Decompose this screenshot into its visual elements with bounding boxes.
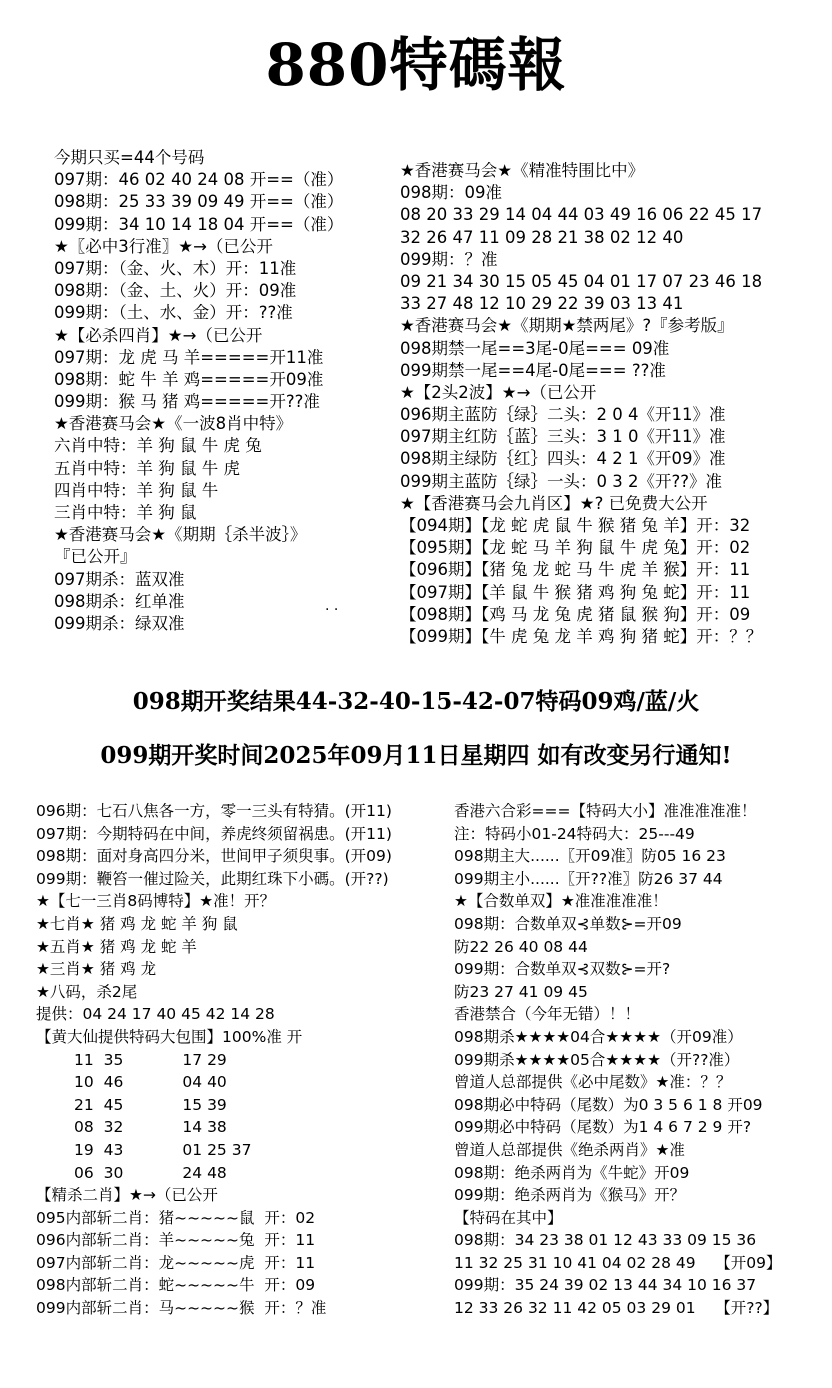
top-left-line: 五肖中特：羊 狗 鼠 牛 虎 [54,458,240,478]
bottom-right-column [454,800,782,1320]
bottom-left-line: 095内部斩二肖：猪~~~~~鼠 开：02 [36,1208,316,1227]
top-right-line: 32 26 47 11 09 28 21 38 02 12 40 [400,227,684,247]
top-right-line: ★香港赛马会★《期期★禁两尾》?『参考版』 [400,316,734,336]
bottom-right-line: 11 32 25 31 10 41 04 02 28 49 【开09】 [454,1253,782,1272]
bottom-right-line: 098期杀★★★★04合★★★★（开09准） [454,1027,743,1046]
bottom-right-line: ★【合数单双】★准准准准准！ [454,892,668,911]
top-left-line: ★【必杀四肖】★→（已公开 [54,325,263,345]
bottom-left-line: ★八码，杀2尾 [36,982,138,1001]
bottom-left-line: 11 35 17 29 [74,1050,227,1069]
top-right-line: 08 20 33 29 14 04 44 03 49 16 06 22 45 17 [400,205,763,225]
bottom-right-line: 099期：绝杀两肖为《猴马》开？ [454,1186,686,1205]
top-left-line: ★香港赛马会★《一波8肖中特》 [54,414,293,434]
bottom-right-line: 098期：绝杀两肖为《牛蛇》开09 [454,1163,690,1182]
bottom-left-line: ★三肖★ 猪 鸡 龙 [36,960,157,979]
bottom-right-line: 098期：34 23 38 01 12 43 33 09 15 36 [454,1231,757,1250]
bottom-right-line: 098期主大......〖开09准〗防05 16 23 [454,847,726,866]
bottom-right-line: 防23 27 41 09 45 [454,982,588,1001]
top-right-line: 【099期】【牛 虎 兔 龙 羊 鸡 狗 猪 蛇】开：？？ [400,626,763,646]
bottom-left-line: 【精杀二肖】★→（已公开 [36,1186,218,1205]
bottom-left-line: ★七肖★ 猪 鸡 龙 蛇 羊 狗 鼠 [36,914,238,933]
bottom-right-line: 098期必中特码（尾数）为0 3 5 6 1 8 开09 [454,1095,763,1114]
bottom-left-line: 098内部斩二肖：蛇~~~~~牛 开：09 [36,1276,316,1295]
bottom-right-line: 注：特码小01-24特码大：25---49 [454,824,695,843]
top-right-line: 09 21 34 30 15 05 45 04 01 17 07 23 46 18 [400,271,763,291]
top-left-line: 098期：25 33 39 09 49 开==（准） [54,192,344,212]
top-left-line: 099期：猴 马 猪 鸡=====开??准 [54,392,320,412]
top-left-line: 098期杀：红单准 [54,591,185,611]
bottom-right-line: 098期：合数单双⊰单数⊱=开09 [454,914,682,933]
bottom-right-line: 香港禁合（今年无错）！！ [454,1005,641,1024]
bottom-right-line: 香港六合彩===【特码大小】准准准准准！ [454,802,757,820]
top-right-line: 097期主红防｛蓝｝三头：3 1 0《开11》准 [400,427,726,447]
top-right-line: 【098期】【鸡 马 龙 兔 虎 猪 鼠 猴 狗】开：09 [400,604,751,624]
bottom-left-line: ★【七一三肖8码博特】★准！开？ [36,892,276,911]
bottom-right-line: 【特码在其中】 [454,1208,563,1227]
bottom-right-line: 曾道人总部提供《必中尾数》★准：？？ [454,1073,732,1092]
bottom-left-line: 提供：04 24 17 40 45 42 14 28 [36,1005,275,1024]
top-left-line: 『已公开』 [54,547,137,567]
top-right-line: ★【2头2波】★→（已公开 [400,382,597,402]
top-left-line: ★〖必中3行准〗★→（已公开 [54,236,273,256]
top-left-line: 今期只买=44个号码 [54,148,205,167]
result-banner: 098期开奖结果44-32-40-15-42-07特码09鸡/蓝/火 [132,688,700,715]
top-left-line: ★香港赛马会★《期期｛杀半波｝》 [54,525,307,545]
top-right-line: 096期主蓝防｛绿｝二头：2 0 4《开11》准 [400,405,726,425]
top-left-line: 四肖中特：羊 狗 鼠 牛 [54,480,219,500]
top-left-line: 097期：46 02 40 24 08 开==（准） [54,170,344,190]
top-right-line: 098期：09准 [400,183,502,203]
top-right-line: 【096期】【猪 兔 龙 蛇 马 牛 虎 羊 猴】开：11 [400,560,751,580]
top-right-line: 098期禁一尾==3尾-0尾=== 09准 [400,338,670,358]
bottom-left-line: 06 30 24 48 [74,1163,227,1182]
top-right-line: 099期：？准 [400,249,498,269]
top-left-line: 097期：龙 虎 马 羊=====开11准 [54,347,324,367]
top-left-line: 097期杀：蓝双准 [54,569,185,589]
bottom-left-line: 099期：鞭笞一催过险关，此期红珠下小碼。(开??) [36,869,389,888]
draw-time-banner: 099期开奖时间2025年09月11日星期四 如有改变另行通知! [100,742,732,769]
top-left-line: 099期杀：绿双准 [54,613,185,633]
top-right-line: 【097期】【羊 鼠 牛 猴 猪 鸡 狗 兔 蛇】开：11 [400,582,751,602]
bottom-left-line: 10 46 04 40 [74,1073,227,1092]
top-left-line: 098期：（金、土、火）开：09准 [54,281,297,301]
bottom-left-line: ★五肖★ 猪 鸡 龙 蛇 羊 [36,937,197,956]
bottom-left-line: 099内部斩二肖：马~~~~~猴 开：？准 [36,1299,327,1318]
bottom-left-line: 08 32 14 38 [74,1118,227,1137]
bottom-left-line: 097期：今期特码在中间，养虎终须留祸患。(开11) [36,824,392,843]
bottom-right-line: 099期：35 24 39 02 13 44 34 10 16 37 [454,1276,757,1295]
top-right-line: 33 27 48 12 10 29 22 39 03 13 41 [400,294,684,314]
page-title: 880特碼報 [265,31,567,99]
top-right-line: 099期主蓝防｛绿｝一头：0 3 2《开??》准 [400,471,722,491]
bottom-right-line: 099期杀★★★★05合★★★★（开??准） [454,1050,740,1069]
top-left-column [54,147,343,635]
top-left-line: 098期：蛇 牛 羊 鸡=====开09准 [54,369,324,389]
bottom-left-line: 21 45 15 39 [74,1095,227,1114]
bottom-left-line: 097内部斩二肖：龙~~~~~虎 开：11 [36,1253,316,1272]
bottom-right-line: 099期主小......〖开??准〗防26 37 44 [454,869,723,888]
bottom-left-line: 19 43 01 25 37 [74,1140,252,1159]
bottom-right-line: 防22 26 40 08 44 [454,937,588,956]
bottom-left-column [36,800,392,1320]
top-left-line: 六肖中特：羊 狗 鼠 牛 虎 兔 [54,436,262,456]
bottom-left-line: 【黄大仙提供特码大包围】100%准 开 [36,1027,303,1046]
top-right-line: ★香港赛马会★《精准特围比中》 [400,161,645,180]
bottom-right-line: 099期：合数单双⊰双数⊱=开? [454,960,671,979]
top-left-line: 097期：（金、火、木）开：11准 [54,258,297,278]
bottom-right-line: 099期必中特码（尾数）为1 4 6 7 2 9 开? [454,1118,752,1137]
top-left-line: 099期：（土、水、金）开：??准 [54,303,293,323]
top-right-column [400,160,762,648]
bottom-left-line: 096期：七石八焦各一方，零一三头有特猜。(开11) [36,802,392,820]
bottom-left-line: 098期：面对身高四分米，世间甲子须臾事。(开09) [36,847,392,866]
bottom-left-line: 096内部斩二肖：羊~~~~~兔 开：11 [36,1231,316,1250]
top-right-line: 【095期】【龙 蛇 马 羊 狗 鼠 牛 虎 兔】开：02 [400,538,751,558]
bottom-right-line: 曾道人总部提供《绝杀两肖》★准 [454,1140,685,1159]
dots: . . [325,598,339,614]
top-right-line: 099期禁一尾==4尾-0尾=== ??准 [400,360,666,380]
top-right-line: 【094期】【龙 蛇 虎 鼠 牛 猴 猪 兔 羊】开：32 [400,516,751,535]
top-right-line: 098期主绿防｛红｝四头：4 2 1《开09》准 [400,449,726,469]
bottom-right-line: 12 33 26 32 11 42 05 03 29 01 【开??】 [454,1299,779,1318]
top-left-line: 099期：34 10 14 18 04 开==（准） [54,214,344,234]
top-left-line: 三肖中特：羊 狗 鼠 [54,503,197,522]
top-right-line: ★【香港赛马会九肖区】★? 已免费大公开 [400,493,708,513]
